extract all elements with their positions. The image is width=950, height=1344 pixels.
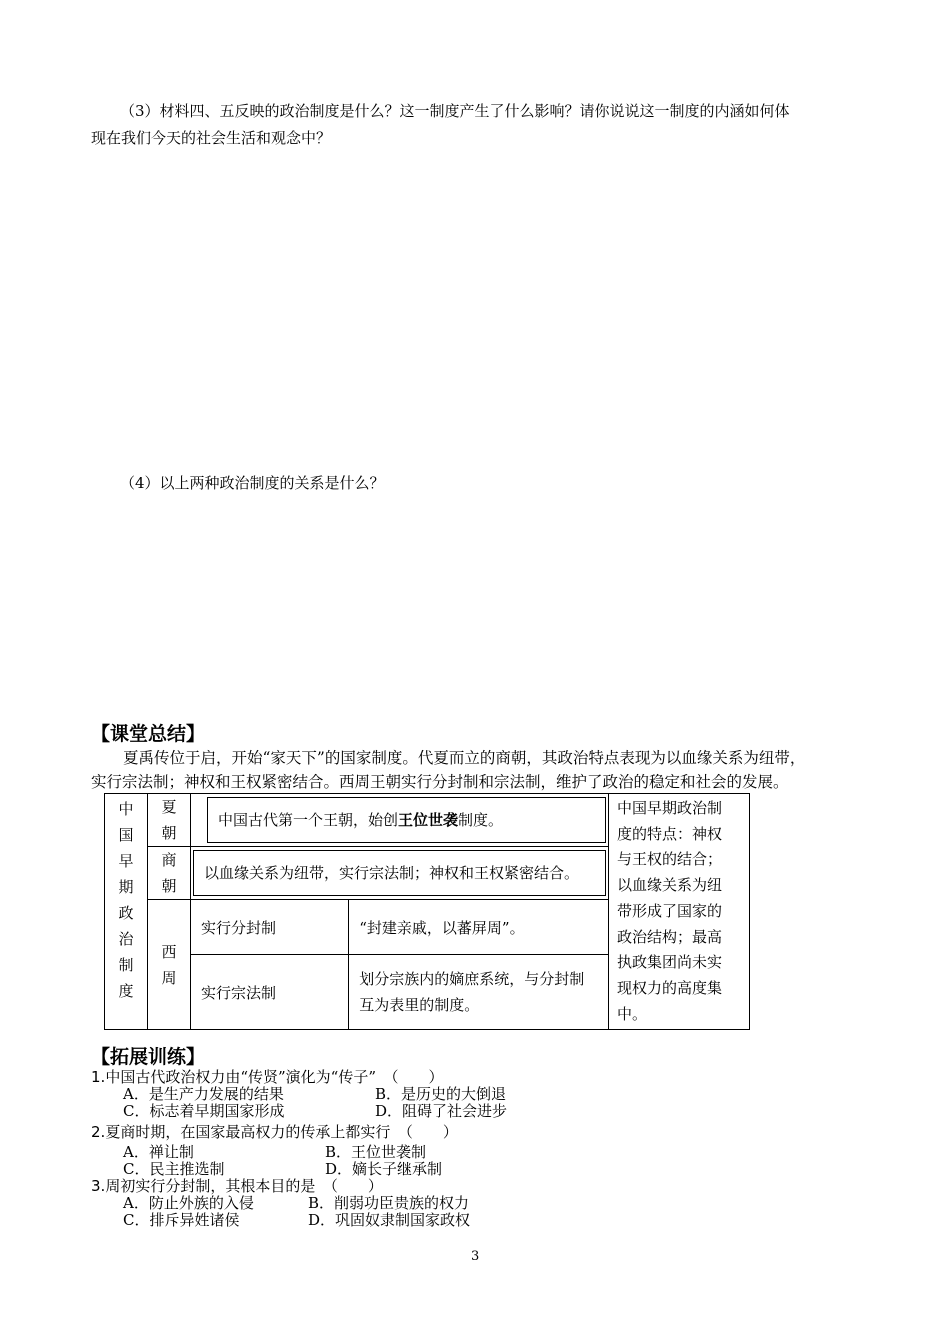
question-4: （4）以上两种政治制度的关系是什么？ — [120, 474, 385, 492]
q3-option-a: A．防止外族的入侵 — [123, 1194, 254, 1212]
extension-question-1: 1.中国古代政治权力由“传贤”演化为“传子” （ ） — [91, 1068, 444, 1086]
question-3-line-1: （3）材料四、五反映的政治制度是什么？这一制度产生了什么影响？请你说说这一制度的内涵如何体 — [120, 102, 790, 120]
q2-option-c: C．民主推选制 — [123, 1160, 225, 1178]
q3-option-d: D．巩固奴隶制国家政权 — [308, 1211, 471, 1229]
dynasty-shang: 商 朝 — [148, 847, 191, 900]
q3-option-c: C．排斥异姓诸侯 — [123, 1211, 240, 1229]
page-number: 3 — [471, 1249, 480, 1264]
xia-description: 中国古代第一个王朝，始创王位世袭制度。 — [191, 794, 609, 847]
xia-highlight: 王位世袭 — [398, 811, 459, 829]
dynasty-xia: 夏 朝 — [148, 794, 191, 847]
summary-table — [104, 793, 750, 1030]
extension-heading: 【拓展训练】 — [91, 1046, 206, 1068]
q1-option-b: B．是历史的大倒退 — [375, 1085, 507, 1103]
q1-option-a: A．是生产力发展的结果 — [123, 1085, 284, 1103]
extension-question-3: 3.周初实行分封制，其根本目的是 （ ） — [91, 1177, 383, 1195]
shang-description: 以血缘关系为纽带，实行宗法制；神权和王权紧密结合。 — [191, 847, 609, 900]
summary-paragraph-line-1: 夏禹传位于启，开始“家天下”的国家制度。代夏而立的商朝，其政治特点表现为以血缘关系为纽带， — [123, 749, 806, 767]
zhou-zongfa: 实行宗法制 — [191, 955, 349, 1030]
zhou-fenfeng: 实行分封制 — [191, 900, 349, 955]
characteristics-cell: 中国早期政治制 度的特点：神权 与王权的结合； 以血缘关系为纽 带形成了国家的 政治结构；最高 执政集团尚未实 现权力的高度集 中。 — [609, 794, 750, 1030]
q2-option-a: A．禅让制 — [123, 1143, 194, 1161]
dynasty-zhou: 西 周 — [148, 900, 191, 1030]
question-3-line-2: 现在我们今天的社会生活和观念中？ — [91, 129, 332, 147]
zhou-fenfeng-description: “封建亲戚，以蕃屏周”。 — [349, 900, 609, 955]
table-left-column-label: 中 国 早 期 政 治 制 度 — [105, 794, 148, 1030]
extension-question-2: 2.夏商时期，在国家最高权力的传承上都实行 （ ） — [91, 1123, 458, 1141]
q1-option-d: D．阻碍了社会进步 — [375, 1102, 508, 1120]
summary-heading: 【课堂总结】 — [91, 723, 206, 745]
q2-option-b: B．王位世袭制 — [325, 1143, 427, 1161]
q2-option-d: D．嫡长子继承制 — [325, 1160, 443, 1178]
summary-paragraph-line-2: 实行宗法制；神权和王权紧密结合。西周王朝实行分封制和宗法制，维护了政治的稳定和社会的发展。 — [91, 773, 789, 791]
q1-option-c: C．标志着早期国家形成 — [123, 1102, 285, 1120]
q3-option-b: B．削弱功臣贵族的权力 — [308, 1194, 470, 1212]
zhou-zongfa-description: 划分宗族内的嫡庶系统，与分封制 互为表里的制度。 — [349, 955, 609, 1030]
